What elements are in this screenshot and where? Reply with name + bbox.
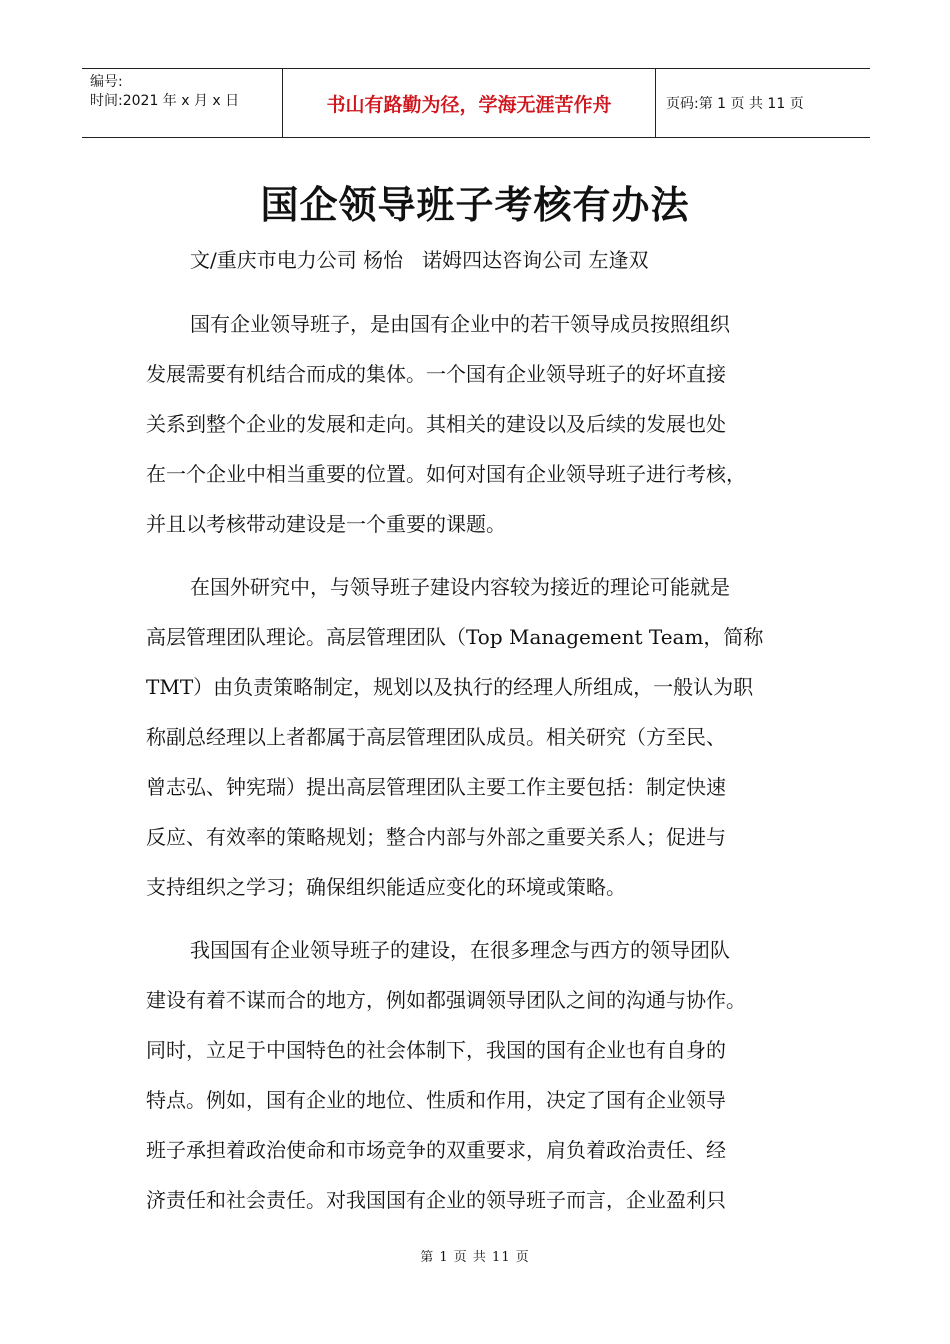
byline: 文/重庆市电力公司 杨怡 诺姆四达咨询公司 左逢双 [190,248,649,272]
number-label: 编号: [90,74,123,90]
paragraph-line: 在国外研究中，与领导班子建设内容较为接近的理论可能就是 [190,575,730,599]
header-motto: 书山有路勤为径，学海无涯苦作舟 [282,69,656,137]
paragraph-line: TMT）由负责策略制定，规划以及执行的经理人所组成，一般认为职 [146,675,754,699]
page-footer: 第 1 页 共 11 页 [420,1250,530,1265]
paragraph [146,932,814,1232]
document-body [146,306,814,1245]
paragraph-line: 国有企业领导班子，是由国有企业中的若干领导成员按照组织 [190,312,730,336]
header-page-code: 页码:第 1 页 共 11 页 [666,96,804,112]
paragraph-line: 发展需要有机结合而成的集体。一个国有企业领导班子的好坏直接 [146,362,726,386]
paragraph-line: 支持组织之学习；确保组织能适应变化的环境或策略。 [146,875,626,899]
paragraph-line: 称副总经理以上者都属于高层管理团队成员。相关研究（方至民、 [146,725,726,749]
header-meta [82,69,282,137]
time-label: 时间:2021 年 x 月 x 日 [90,93,240,109]
paragraph-line: 曾志弘、钟宪瑞）提出高层管理团队主要工作主要包括：制定快速 [146,775,726,799]
document-title: 国企领导班子考核有办法 [260,182,690,227]
paragraph-line: 济责任和社会责任。对我国国有企业的领导班子而言，企业盈利只 [146,1188,726,1212]
header-table [82,68,870,138]
paragraph [146,306,814,556]
paragraph-line: 反应、有效率的策略规划；整合内部与外部之重要关系人；促进与 [146,825,726,849]
paragraph-line: 班子承担着政治使命和市场竞争的双重要求，肩负着政治责任、经 [146,1138,726,1162]
paragraph-line: 同时，立足于中国特色的社会体制下，我国的国有企业也有自身的 [146,1038,726,1062]
paragraph-line: 在一个企业中相当重要的位置。如何对国有企业领导班子进行考核， [146,462,746,486]
paragraph-line: 并且以考核带动建设是一个重要的课题。 [146,512,506,536]
paragraph-line: 建设有着不谋而合的地方，例如都强调领导团队之间的沟通与协作。 [146,988,746,1012]
paragraph-line: 高层管理团队理论。高层管理团队（Top Management Team，简称 [146,625,764,649]
paragraph-line: 特点。例如，国有企业的地位、性质和作用，决定了国有企业领导 [146,1088,726,1112]
paragraph-line: 我国国有企业领导班子的建设，在很多理念与西方的领导团队 [190,938,730,962]
paragraph-line: 关系到整个企业的发展和走向。其相关的建设以及后续的发展也处 [146,412,726,436]
paragraph [146,569,814,919]
